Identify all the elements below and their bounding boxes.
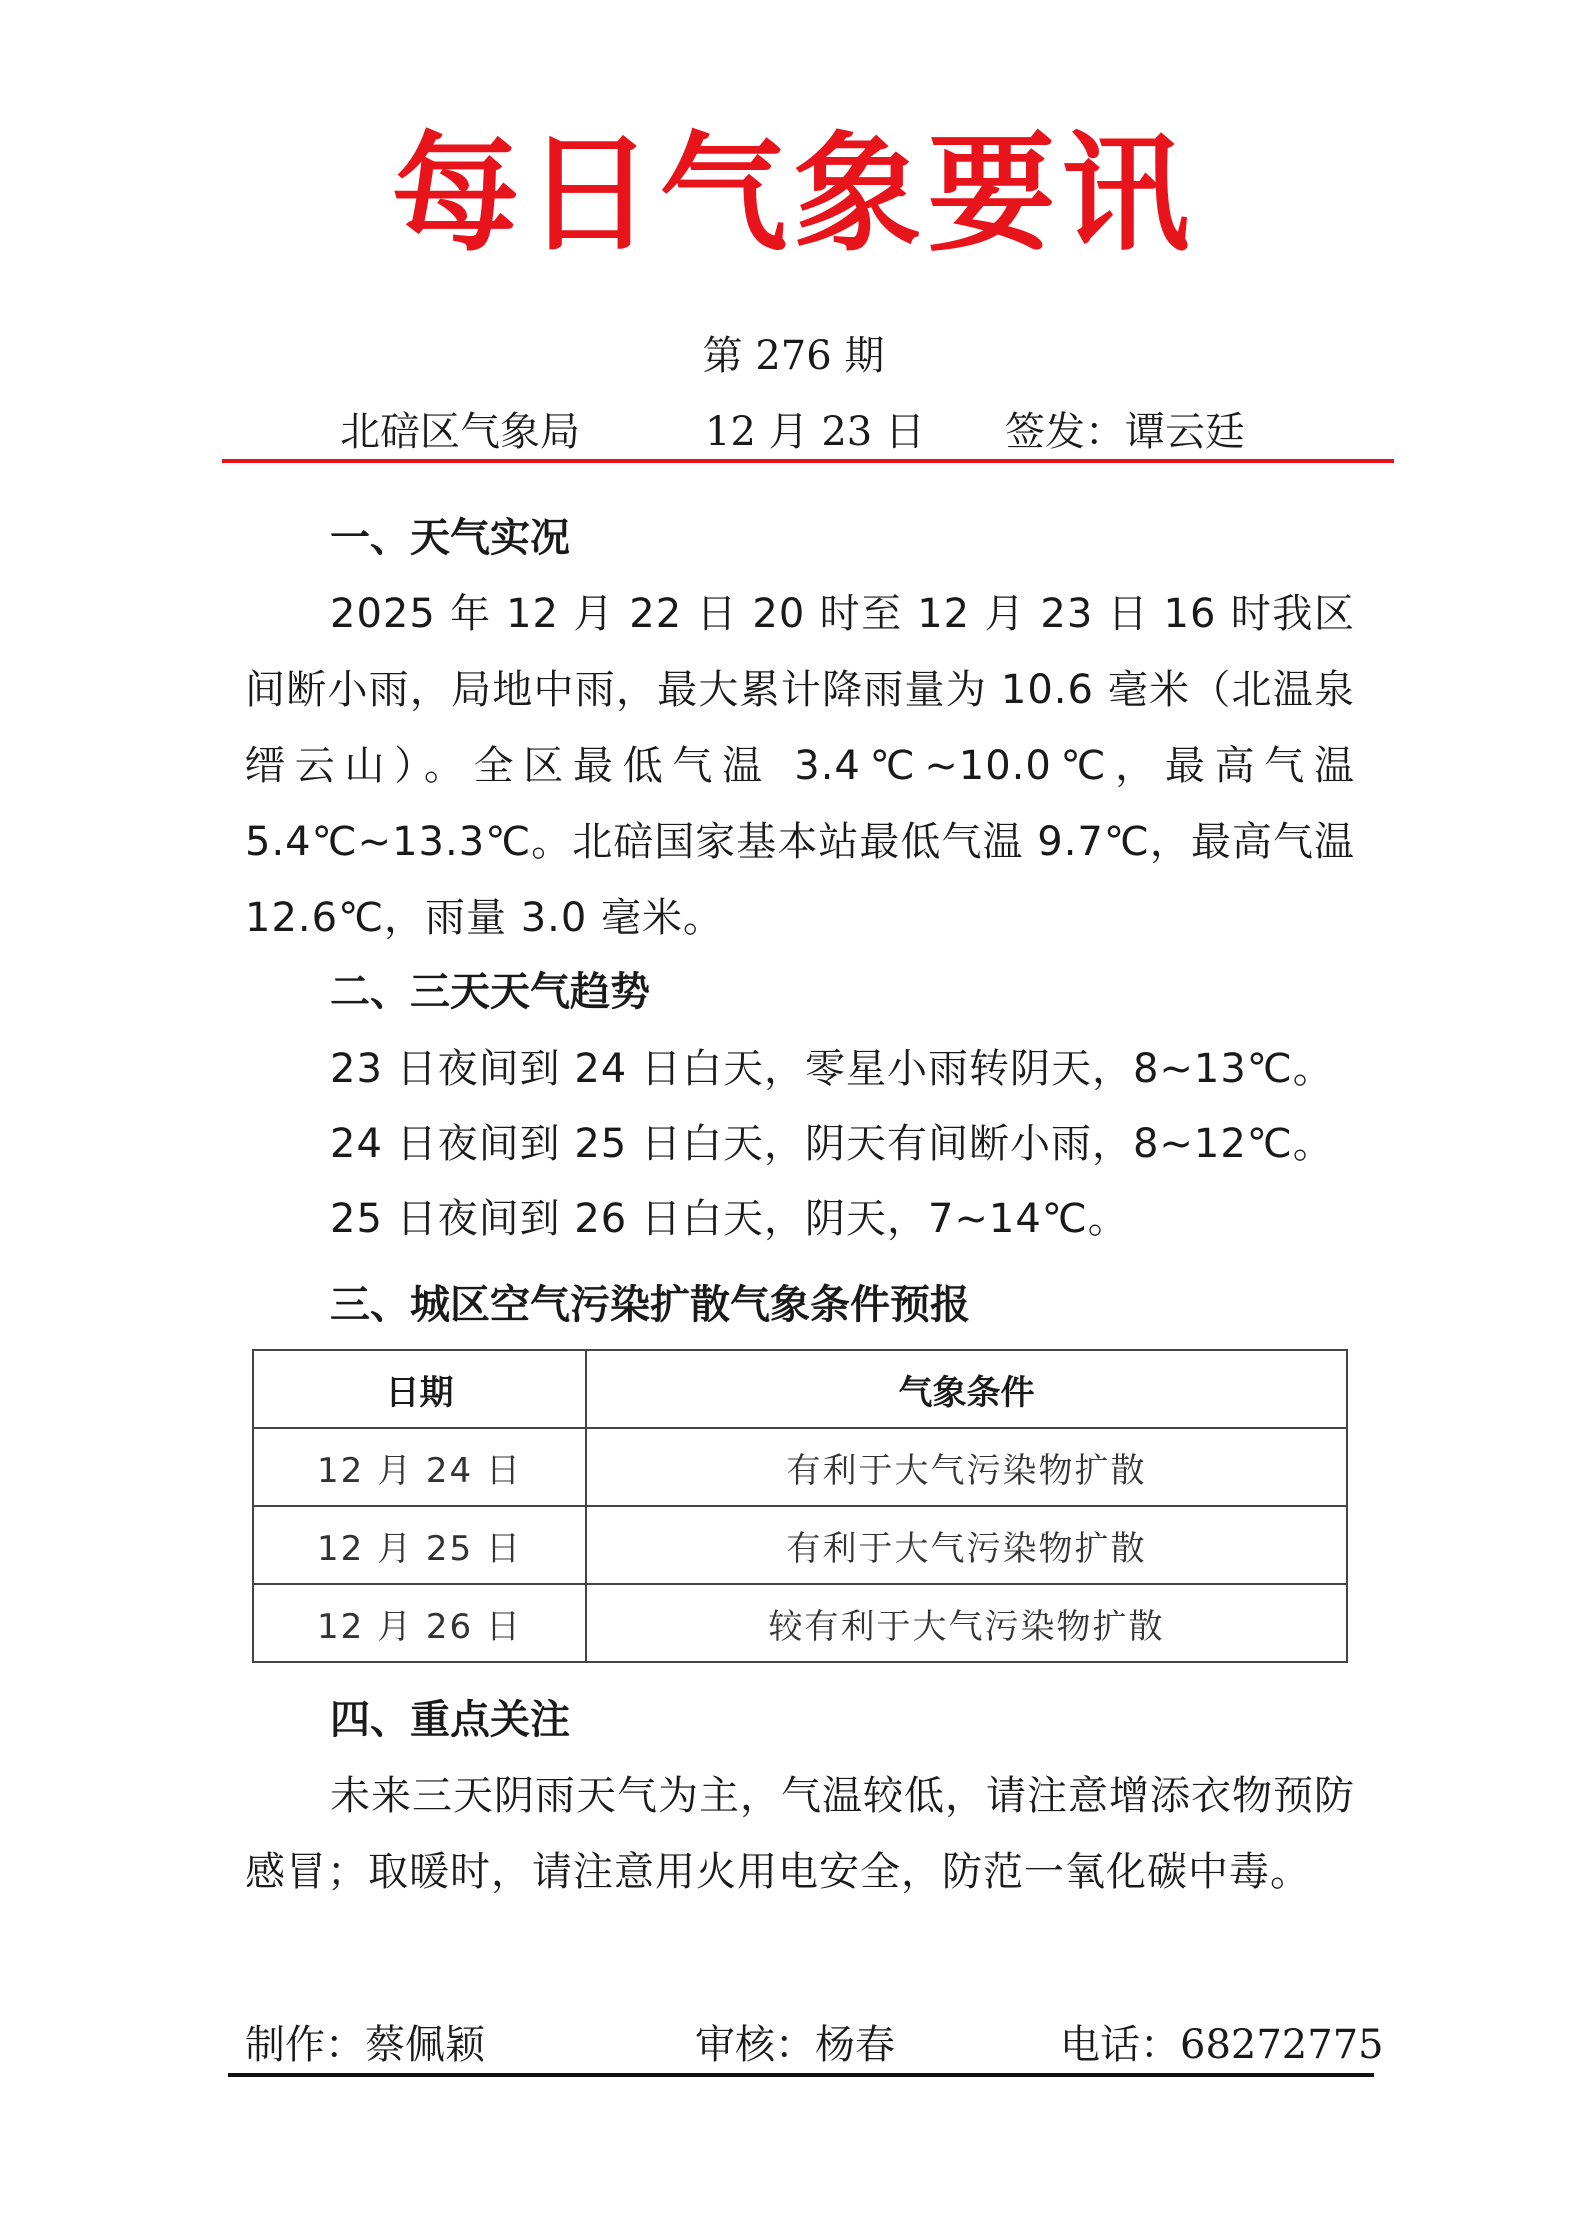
- footer-maker: 制作：蔡佩颖: [245, 2022, 485, 2068]
- document-title: 每日气象要讯: [391, 119, 1196, 269]
- forecast-line: 25 日夜间到 26 日白天，阴天，7~14℃。: [330, 1196, 1129, 1242]
- section-heading-weather-observation: 一、天气实况: [330, 514, 570, 561]
- column-header-date: 日期: [253, 1350, 586, 1428]
- table-row: [253, 1428, 1347, 1506]
- cell-date: 12 月 24 日: [253, 1428, 586, 1506]
- cell-condition: 有利于大气污染物扩散: [586, 1506, 1347, 1584]
- table-row: [253, 1506, 1347, 1584]
- footer-reviewer: 审核：杨春: [695, 2022, 895, 2068]
- header-divider: [222, 459, 1394, 463]
- section-heading-key-attention: 四、重点关注: [330, 1696, 570, 1743]
- cell-date: 12 月 26 日: [253, 1584, 586, 1662]
- cell-condition: 较有利于大气污染物扩散: [586, 1584, 1347, 1662]
- air-pollution-table: [252, 1349, 1348, 1663]
- issue-number: 第 276 期: [702, 333, 885, 379]
- table-row: [253, 1584, 1347, 1662]
- issue-date: 12 月 23 日: [705, 409, 925, 455]
- cell-condition: 有利于大气污染物扩散: [586, 1428, 1347, 1506]
- footer-phone: 电话：68272775: [1060, 2022, 1384, 2068]
- forecast-line: 24 日夜间到 25 日白天，阴天有间断小雨，8~12℃。: [330, 1121, 1334, 1167]
- table-header-row: [253, 1350, 1347, 1428]
- section-heading-air-pollution: 三、城区空气污染扩散气象条件预报: [330, 1281, 970, 1328]
- forecast-line: 23 日夜间到 24 日白天，零星小雨转阴天，8~13℃。: [330, 1046, 1334, 1092]
- weather-observation-text: 2025 年 12 月 22 日 20 时至 12 月 23 日 16 时我区间断小雨，局地中雨，最大累计降雨量为 10.6 毫米（北温泉缙云山）。全区最低气温 3.4℃~10.0℃，最高气温 5.4℃~13.3℃。北碚国家基本站最低气温 9.7℃，最高气温 12.6℃，雨量 3.0 毫米。: [245, 591, 1355, 941]
- cell-date: 12 月 25 日: [253, 1506, 586, 1584]
- section-heading-three-day-trend: 二、三天天气趋势: [330, 968, 650, 1015]
- signer: 签发：谭云廷: [1005, 409, 1245, 455]
- footer-divider: [228, 2073, 1374, 2077]
- key-attention-text: 未来三天阴雨天气为主，气温较低，请注意增添衣物预防感冒；取暖时，请注意用火用电安全，防范一氧化碳中毒。: [245, 1773, 1355, 1895]
- column-header-condition: 气象条件: [586, 1350, 1347, 1428]
- issuing-org: 北碚区气象局: [340, 409, 580, 455]
